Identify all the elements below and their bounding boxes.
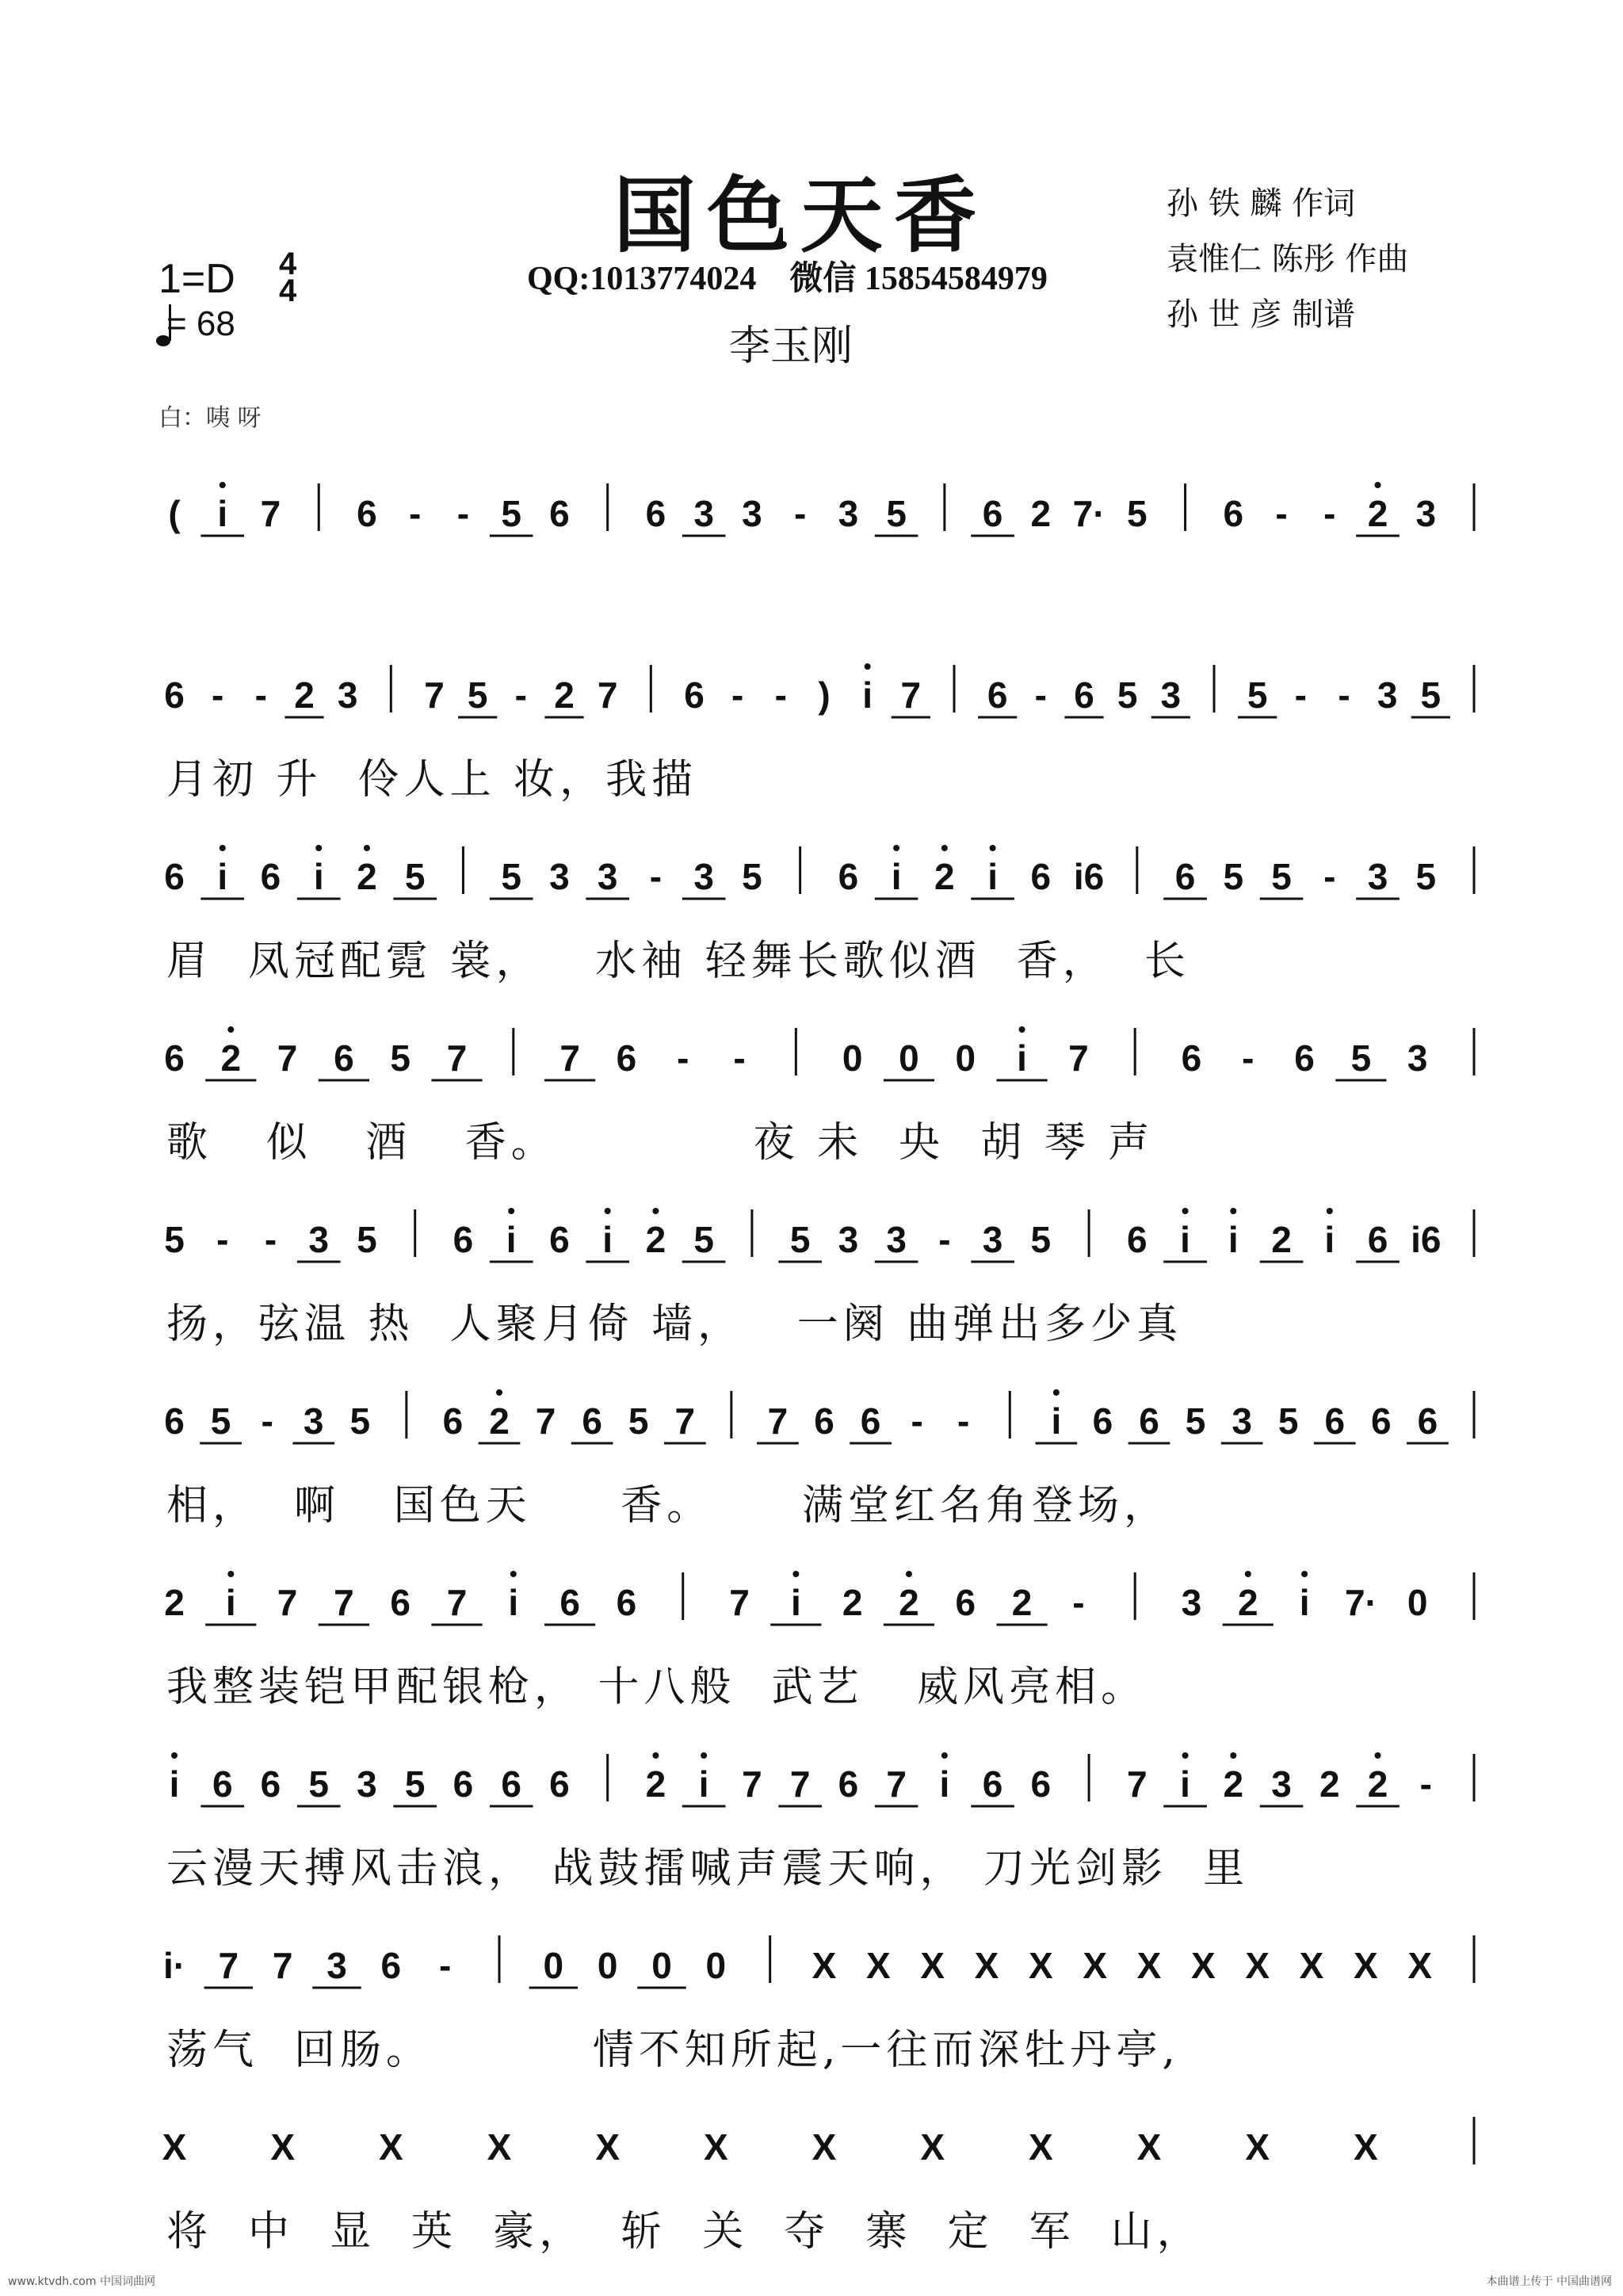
melody-note: X: [1353, 1945, 1378, 1986]
melody-note: 6: [645, 493, 666, 534]
melody-note: 6: [982, 1763, 1003, 1805]
melody-note: 6: [1223, 493, 1244, 534]
melody-note: -: [733, 1037, 746, 1079]
melody-note: 7: [767, 1400, 789, 1442]
melody-note: 7: [789, 1763, 811, 1805]
melody-note: 2: [934, 856, 955, 897]
lyrics-line: 云漫天搏风击浪， 战鼓擂喊声震天响， 刀光剑影 里: [166, 1845, 1250, 1893]
melody-note: 3: [549, 856, 570, 897]
melody-line: [0, 469, 1623, 644]
melody-note: -: [793, 493, 807, 534]
melody-note: 5: [357, 1219, 377, 1260]
melody-note: -: [1419, 1763, 1432, 1805]
melody-note: i: [508, 1582, 519, 1623]
octave-dot: [865, 663, 871, 670]
melody-note: X: [920, 1945, 945, 1986]
melody-note: 3: [303, 1400, 324, 1442]
melody-note: 6: [380, 1945, 402, 1986]
melody-note: 6: [982, 493, 1003, 534]
melody-note: 6: [1074, 674, 1094, 716]
octave-dot: [652, 1208, 659, 1214]
melody-note: 7: [729, 1582, 750, 1623]
melody-note: 5: [886, 493, 907, 534]
melody-note: -: [938, 1219, 951, 1260]
melody-note: 5: [742, 856, 762, 897]
melody-note: i: [891, 856, 902, 897]
melody-note: 6: [616, 1037, 637, 1079]
melody-note: 3: [982, 1219, 1003, 1260]
melody-note: 7: [886, 1763, 907, 1805]
melody-note: 6: [1127, 1219, 1148, 1260]
melody-note: X: [1245, 2126, 1270, 2168]
melody-note: -: [649, 856, 663, 897]
melody-note: 7: [424, 674, 445, 716]
melody-note: 6: [549, 1763, 570, 1805]
melody-note: 7: [1068, 1037, 1089, 1079]
melody-note: 0: [899, 1037, 919, 1079]
melody-note: 5: [390, 1037, 411, 1079]
melody-note: 5: [1350, 1037, 1372, 1079]
melody-note: 5: [1420, 674, 1442, 716]
melody-note: 2: [645, 1219, 666, 1260]
melody-note: 5: [1223, 856, 1244, 897]
footer-left: www.ktvdh.com 中国词曲网: [8, 2275, 155, 2288]
melody-note: 2: [357, 856, 377, 897]
melody-note: 3: [357, 1763, 377, 1805]
score-line: [0, 1740, 1623, 1914]
melody-note: 7: [742, 1763, 762, 1805]
melody-note: 3: [838, 1219, 859, 1260]
melody-note: 3: [1415, 493, 1437, 534]
melody-note: 6: [1294, 1037, 1315, 1079]
melody-note: X: [974, 1945, 999, 1986]
octave-dot: [220, 845, 226, 851]
melody-note: 5: [404, 856, 426, 897]
melody-note: 6: [1371, 1400, 1392, 1442]
score-line: [0, 1558, 1623, 1733]
composer-credit: 袁惟仁 陈彤 作曲: [1167, 241, 1409, 277]
octave-dot: [941, 1752, 948, 1759]
melody-note: -: [1275, 493, 1288, 534]
octave-dot: [906, 1571, 912, 1577]
melody-note: 3: [1407, 1037, 1428, 1079]
melody-note: 7: [559, 1037, 580, 1079]
octave-dot: [1182, 1208, 1189, 1214]
tempo-marking: = 68: [166, 304, 235, 343]
melody-note: 6: [164, 1037, 185, 1079]
melody-note: 5: [1127, 493, 1148, 534]
octave-dot: [941, 845, 948, 851]
melody-note: 0: [651, 1945, 672, 1986]
melody-note: X: [1028, 1945, 1053, 1986]
melody-note: 3: [886, 1219, 907, 1260]
score-line: [0, 1377, 1623, 1551]
melody-note: 6: [164, 674, 185, 716]
melody-note: 5: [349, 1400, 371, 1442]
melody-note: -: [1323, 856, 1336, 897]
octave-dot: [792, 1571, 799, 1577]
melody-note: i: [225, 1582, 236, 1623]
melody-note: -: [264, 1219, 277, 1260]
melody-note: 6: [212, 1763, 233, 1805]
melody-note: 5: [628, 1400, 649, 1442]
score-line: [0, 651, 1623, 825]
melody-note: 7: [277, 1582, 298, 1623]
melody-note: 6: [442, 1400, 464, 1442]
octave-dot: [510, 1571, 517, 1577]
melody-note: 2: [294, 674, 315, 716]
melody-note: 6: [260, 856, 281, 897]
melody-note: 6: [582, 1400, 602, 1442]
melody-note: 7: [260, 493, 281, 534]
melody-note: 6: [390, 1582, 411, 1623]
melody-note: X: [865, 1945, 891, 1986]
melody-note: X: [1299, 1945, 1324, 1986]
melody-note: i: [862, 674, 873, 716]
melody-note: X: [1245, 1945, 1270, 1986]
melody-note: 6: [453, 1219, 474, 1260]
melody-note: 6: [1139, 1400, 1159, 1442]
melody-note: 6: [357, 493, 377, 534]
melody-note: 6: [814, 1400, 834, 1442]
melody-note: 6: [684, 674, 705, 716]
melody-note: 5: [1117, 674, 1138, 716]
octave-dot: [227, 1571, 234, 1577]
melody-note: 7: [597, 674, 618, 716]
melody-note: 3: [838, 493, 859, 534]
melody-note: X: [1028, 2126, 1053, 2168]
melody-note: 7: [218, 1945, 239, 1986]
melody-note: -: [731, 674, 744, 716]
footer-right: 本曲谱上传于 中国曲谱网: [1486, 2275, 1612, 2288]
melody-note: 5: [1271, 856, 1292, 897]
melody-note: i: [1299, 1582, 1310, 1623]
octave-dot: [990, 845, 996, 851]
melody-note: 6: [164, 1400, 185, 1442]
score-line: [0, 1195, 1623, 1370]
melody-note: -: [216, 1219, 229, 1260]
melody-note: X: [920, 2126, 945, 2168]
melody-note: 2: [164, 1582, 185, 1623]
octave-dot: [220, 482, 226, 488]
octave-dot: [508, 1208, 514, 1214]
melody-note: i: [506, 1219, 517, 1260]
melody-note: i: [217, 493, 228, 534]
melody-note: X: [812, 1945, 837, 1986]
melody-note: 2: [1237, 1582, 1258, 1623]
melody-note: 7: [277, 1037, 298, 1079]
melody-note: i: [217, 856, 228, 897]
key-signature: 1=D: [158, 256, 235, 302]
melody-note: -: [261, 1400, 273, 1442]
score-line: [0, 1014, 1623, 1188]
melody-note: 2: [554, 674, 575, 716]
melody-note: -: [1338, 674, 1350, 716]
melody-note: -: [1072, 1582, 1085, 1623]
melody-note: 6: [838, 856, 859, 897]
score-line: [0, 469, 1623, 644]
melody-note: 6: [1324, 1400, 1346, 1442]
melody-note: 0: [955, 1037, 976, 1079]
melody-note: 3: [1181, 1582, 1202, 1623]
melody-note: i: [1228, 1219, 1239, 1260]
octave-dot: [1375, 482, 1381, 488]
lyrics-line: 相， 啊 国色天 香。 满堂红名角登场，: [166, 1482, 1170, 1530]
octave-dot: [1230, 1752, 1236, 1759]
melody-note: 7·: [1072, 493, 1106, 534]
time-signature: [279, 246, 297, 308]
melody-note: 6: [453, 1763, 474, 1805]
melody-note: 3: [693, 493, 714, 534]
octave-dot: [227, 1026, 234, 1033]
score-line: [0, 2103, 1623, 2277]
melody-note: 3: [693, 856, 714, 897]
melody-note: 3: [1271, 1763, 1292, 1805]
melody-note: -: [1242, 1037, 1254, 1079]
lyrics-line: 将 中 显 英 豪， 斩 关 夺 寨 定 军 山，: [166, 2208, 1203, 2256]
melody-note: X: [162, 2126, 187, 2168]
melody-note: -: [514, 674, 527, 716]
melody-note: -: [439, 1945, 452, 1986]
melody-note: 7: [446, 1582, 468, 1623]
melody-note: 7·: [1344, 1582, 1377, 1623]
melody-note: 5: [404, 1763, 426, 1805]
melody-note: i: [987, 856, 998, 897]
melody-note: i: [602, 1219, 613, 1260]
melody-note: i: [698, 1763, 709, 1805]
melody-note: 3: [327, 1945, 347, 1986]
spoken-intro: 白：咦 呀: [158, 404, 262, 432]
melody-note: 7: [674, 1400, 696, 1442]
melody-note: i: [1017, 1037, 1027, 1079]
octave-dot: [1182, 1752, 1189, 1759]
melody-note: 6: [1092, 1400, 1113, 1442]
melody-note: 3: [337, 674, 358, 716]
octave-dot: [171, 1752, 178, 1759]
melody-note: 2: [1319, 1763, 1340, 1805]
melody-note: X: [595, 2126, 621, 2168]
melody-note: 6: [955, 1582, 976, 1623]
melody-note: 3: [1377, 674, 1398, 716]
melody-note: 6: [260, 1763, 281, 1805]
time-signature-top: 4: [279, 246, 297, 281]
melody-note: 0: [842, 1037, 863, 1079]
melody-note: 7: [1127, 1763, 1148, 1805]
melody-note: i: [169, 1763, 180, 1805]
melody-note: 3: [308, 1219, 330, 1260]
octave-dot: [364, 845, 370, 851]
melody-note: (: [168, 493, 181, 534]
lyrics-line: 月初 升 伶人上 妆，我描: [166, 756, 698, 804]
score-line: [0, 832, 1623, 1007]
melody-note: -: [677, 1037, 689, 1079]
melody-note: X: [1190, 1945, 1216, 1986]
melody-note: 3: [742, 493, 762, 534]
melody-note: 6: [1367, 1219, 1388, 1260]
octave-dot: [1245, 1571, 1251, 1577]
melody-note: i·: [162, 1945, 186, 1986]
time-signature-bottom: 4: [279, 273, 297, 308]
score-line: [0, 1921, 1623, 2095]
melody-note: 5: [789, 1219, 811, 1260]
melody-note: 6: [501, 1763, 521, 1805]
melody-note: 7: [900, 674, 922, 716]
octave-dot: [1053, 1389, 1060, 1396]
melody-note: 6: [838, 1763, 859, 1805]
melody-note: 7: [272, 1945, 293, 1986]
melody-note: 3: [1160, 674, 1182, 716]
melody-note: 6: [164, 856, 185, 897]
melody-note: 6: [1181, 1037, 1202, 1079]
melody-note: i: [313, 856, 324, 897]
octave-dot: [1327, 1208, 1333, 1214]
melody-note: i: [1324, 1219, 1335, 1260]
melody-note: 7: [334, 1582, 354, 1623]
melody-note: 6: [1030, 856, 1052, 897]
melody-note: i: [1051, 1400, 1062, 1442]
melody-note: -: [774, 674, 787, 716]
lyrics-line: 歌 似 酒 香。 夜 未 央 胡 琴 声: [166, 1119, 1155, 1167]
melody-note: 2: [1367, 493, 1388, 534]
melody-note: 2: [645, 1763, 666, 1805]
melody-note: i: [790, 1582, 801, 1623]
octave-dot: [315, 845, 322, 851]
melody-note: 5: [693, 1219, 714, 1260]
melody-note: 2: [1223, 1763, 1244, 1805]
melody-note: -: [957, 1400, 970, 1442]
melody-note: 6: [549, 1219, 570, 1260]
melody-note: 7: [535, 1400, 556, 1442]
melody-note: X: [1407, 1945, 1433, 1986]
lyrics-line: 我整装铠甲配银枪， 十八般 武艺 威风亮相。: [166, 1664, 1148, 1711]
melody-note: X: [1353, 2126, 1378, 2168]
melody-note: 5: [1277, 1400, 1299, 1442]
melody-note: 6: [616, 1582, 637, 1623]
octave-dot: [1301, 1571, 1308, 1577]
octave-dot: [1230, 1208, 1236, 1214]
melody-note: 5: [308, 1763, 330, 1805]
melody-note: -: [456, 493, 470, 534]
melody-note: i: [939, 1763, 950, 1805]
lyrics-line: 眉 凤冠配霓 裳， 水袖 轻舞长歌似酒 香， 长: [166, 938, 1190, 985]
melody-note: 2: [1367, 1763, 1388, 1805]
melody-note: 6: [860, 1400, 881, 1442]
melody-note: 2: [1271, 1219, 1292, 1260]
melody-note: i6: [1073, 856, 1105, 897]
melody-note: -: [1323, 493, 1336, 534]
melody-note: 6: [987, 674, 1008, 716]
melody-note: 5: [467, 674, 488, 716]
octave-dot: [1375, 1752, 1381, 1759]
melody-note: 2: [899, 1582, 919, 1623]
melody-note: 2: [842, 1582, 863, 1623]
melody-note: i6: [1411, 1219, 1442, 1260]
octave-dot: [652, 1752, 659, 1759]
melody-note: 5: [501, 493, 521, 534]
contact-info: QQ:1013774024 微信 15854584979: [527, 261, 1048, 297]
lyrics-line: 扬，弦温 热 人聚月倚 墙， 一阕 曲弹出多少真: [166, 1301, 1183, 1348]
melody-note: 5: [501, 856, 521, 897]
melody-note: X: [1136, 1945, 1162, 1986]
melody-note: -: [1294, 674, 1307, 716]
melody-note: X: [703, 2126, 728, 2168]
song-title: 国色天香: [613, 166, 987, 264]
melody-note: 6: [1417, 1400, 1438, 1442]
melody-note: 0: [1407, 1582, 1428, 1623]
melody-note: 6: [1030, 1763, 1052, 1805]
lyricist-credit: 孙 铁 麟 作词: [1167, 185, 1356, 222]
melody-note: 7: [446, 1037, 468, 1079]
melody-note: ): [818, 674, 831, 716]
melody-note: 3: [597, 856, 618, 897]
melody-note: 2: [220, 1037, 242, 1079]
melody-note: X: [1083, 1945, 1108, 1986]
melody-note: i: [1180, 1219, 1190, 1260]
melody-note: -: [212, 674, 224, 716]
melody-note: 5: [1415, 856, 1437, 897]
melody-note: 5: [210, 1400, 231, 1442]
melody-note: X: [812, 2126, 837, 2168]
melody-note: 6: [559, 1582, 580, 1623]
melody-note: 2: [1011, 1582, 1033, 1623]
melody-note: 6: [334, 1037, 354, 1079]
melody-note: X: [270, 2126, 296, 2168]
octave-dot: [1019, 1026, 1025, 1033]
melody-note: 6: [1174, 856, 1196, 897]
melody-note: -: [409, 493, 422, 534]
melody-note: i: [1180, 1763, 1190, 1805]
melody-note: X: [378, 2126, 403, 2168]
octave-dot: [496, 1389, 502, 1396]
credits: [1167, 176, 1408, 342]
melody-note: 0: [597, 1945, 618, 1986]
melody-note: X: [487, 2126, 512, 2168]
melody-note: 6: [549, 493, 570, 534]
melody-note: 3: [1367, 856, 1388, 897]
melody-note: -: [1034, 674, 1047, 716]
melody-note: 5: [1185, 1400, 1206, 1442]
melody-note: 5: [1030, 1219, 1052, 1260]
melody-note: X: [1136, 2126, 1162, 2168]
melody-note: 5: [164, 1219, 185, 1260]
melody-note: 2: [489, 1400, 510, 1442]
melody-note: 0: [705, 1945, 727, 1986]
melody-note: 5: [1247, 674, 1268, 716]
octave-dot: [605, 1208, 611, 1214]
melody-note: 0: [543, 1945, 564, 1986]
arranger-credit: 孙 世 彦 制谱: [1167, 296, 1356, 333]
melody-note: 2: [1030, 493, 1052, 534]
melody-note: 3: [1232, 1400, 1252, 1442]
octave-dot: [701, 1752, 707, 1759]
octave-dot: [893, 845, 899, 851]
lyrics-line: 荡气 回肠。 情不知所起,一往而深牡丹亭,: [166, 2027, 1180, 2074]
singer-name: 李玉刚: [729, 323, 854, 370]
melody-note: -: [911, 1400, 923, 1442]
melody-note: -: [254, 674, 267, 716]
